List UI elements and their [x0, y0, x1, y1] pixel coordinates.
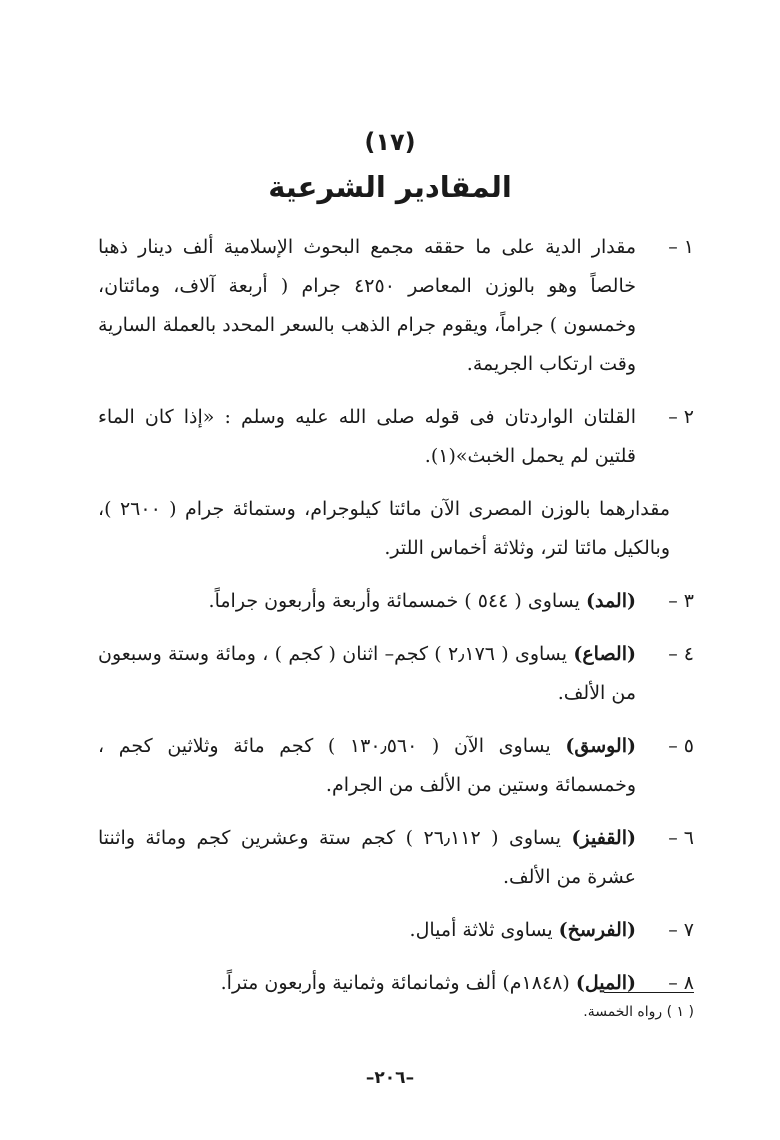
- chapter-number: (١٧): [364, 128, 416, 156]
- item-term: (الوسق): [565, 735, 636, 757]
- item-text: [98, 911, 636, 950]
- item-text: القلتان الواردتان فى قوله صلى الله عليه وسلم : «إذا كان الماء قلتين لم يحمل الخبث»(١).: [98, 406, 636, 467]
- item-text: [98, 964, 636, 1003]
- item-number: ٢ –: [668, 406, 694, 428]
- item-term: (الصاع): [573, 643, 636, 665]
- body-content: [98, 228, 694, 1017]
- list-item-6: [98, 819, 694, 897]
- item-text: مقدار الدية على ما حققه مجمع البحوث الإسلامية ألف دينار ذهبا خالصاً وهو بالوزن المعاصر ٤٢٥٠ جرام ( أربعة آلاف، ومائتان، وخمسون ) جراماً، ويقوم جرام الذهب بالسعر المحدد بالعملة السارية وقت ارتكاب الجريمة.: [98, 236, 636, 375]
- item-definition: يساوى ( ٢٫١٧٦ ) كجم– اثنان ( كجم ) ، ومائة وستة وسبعون من الألف.: [98, 643, 636, 704]
- footnote-divider: [604, 992, 694, 993]
- item-number: ٥ –: [668, 735, 694, 757]
- chapter-title: المقادير الشرعية: [268, 170, 512, 204]
- list-item-3: [98, 582, 694, 621]
- item-term: (الميل): [575, 972, 636, 994]
- item-text: [98, 727, 636, 805]
- item-number: ٦ –: [668, 827, 694, 849]
- item-definition: يساوى ( ٢٦٫١١٢ ) كجم ستة وعشرين كجم ومائة واثنتا عشرة من الألف.: [98, 827, 636, 888]
- list-item-5: [98, 727, 694, 805]
- item-text: [98, 819, 636, 897]
- item-text: [98, 635, 636, 713]
- item-number: ٣ –: [668, 590, 694, 612]
- list-item-1: [98, 228, 694, 384]
- list-item-7: [98, 911, 694, 950]
- item-number: ٤ –: [668, 643, 694, 665]
- list-item-2: [98, 398, 694, 476]
- item-definition: يساوى ( ٥٤٤ ) خمسمائة وأربعة وأربعون جراماً.: [208, 590, 580, 612]
- item-number: ٧ –: [668, 919, 694, 941]
- item-definition: يساوى ثلاثة أميال.: [409, 919, 553, 941]
- item-number: ٨ –: [668, 972, 694, 994]
- item-definition: يساوى الآن ( ١٣٠٫٥٦٠ ) كجم مائة وثلاثين كجم ، وخمسمائة وستين من الألف من الجرام.: [98, 735, 636, 796]
- item-definition: (١٨٤٨م) ألف وثمانمائة وثمانية وأربعون متراً.: [220, 972, 570, 994]
- item-number: ١ –: [668, 236, 694, 258]
- item-term: (الفرسخ): [558, 919, 636, 941]
- item-text: [98, 582, 636, 621]
- list-item-8: [98, 964, 694, 1003]
- item-term: (المد): [585, 590, 636, 612]
- footnote: ( ١ ) رواه الخمسة.: [583, 1004, 694, 1020]
- item-term: (القفيز): [571, 827, 636, 849]
- page-number: –٢٠٦–: [365, 1068, 415, 1088]
- paragraph-qullatan-measure: مقدارهما بالوزن المصرى الآن مائتا كيلوجرام، وستمائة جرام ( ٢٦٠٠ )، وبالكيل مائتا لتر، وثلاثة أخماس اللتر.: [98, 498, 670, 559]
- list-item-4: [98, 635, 694, 713]
